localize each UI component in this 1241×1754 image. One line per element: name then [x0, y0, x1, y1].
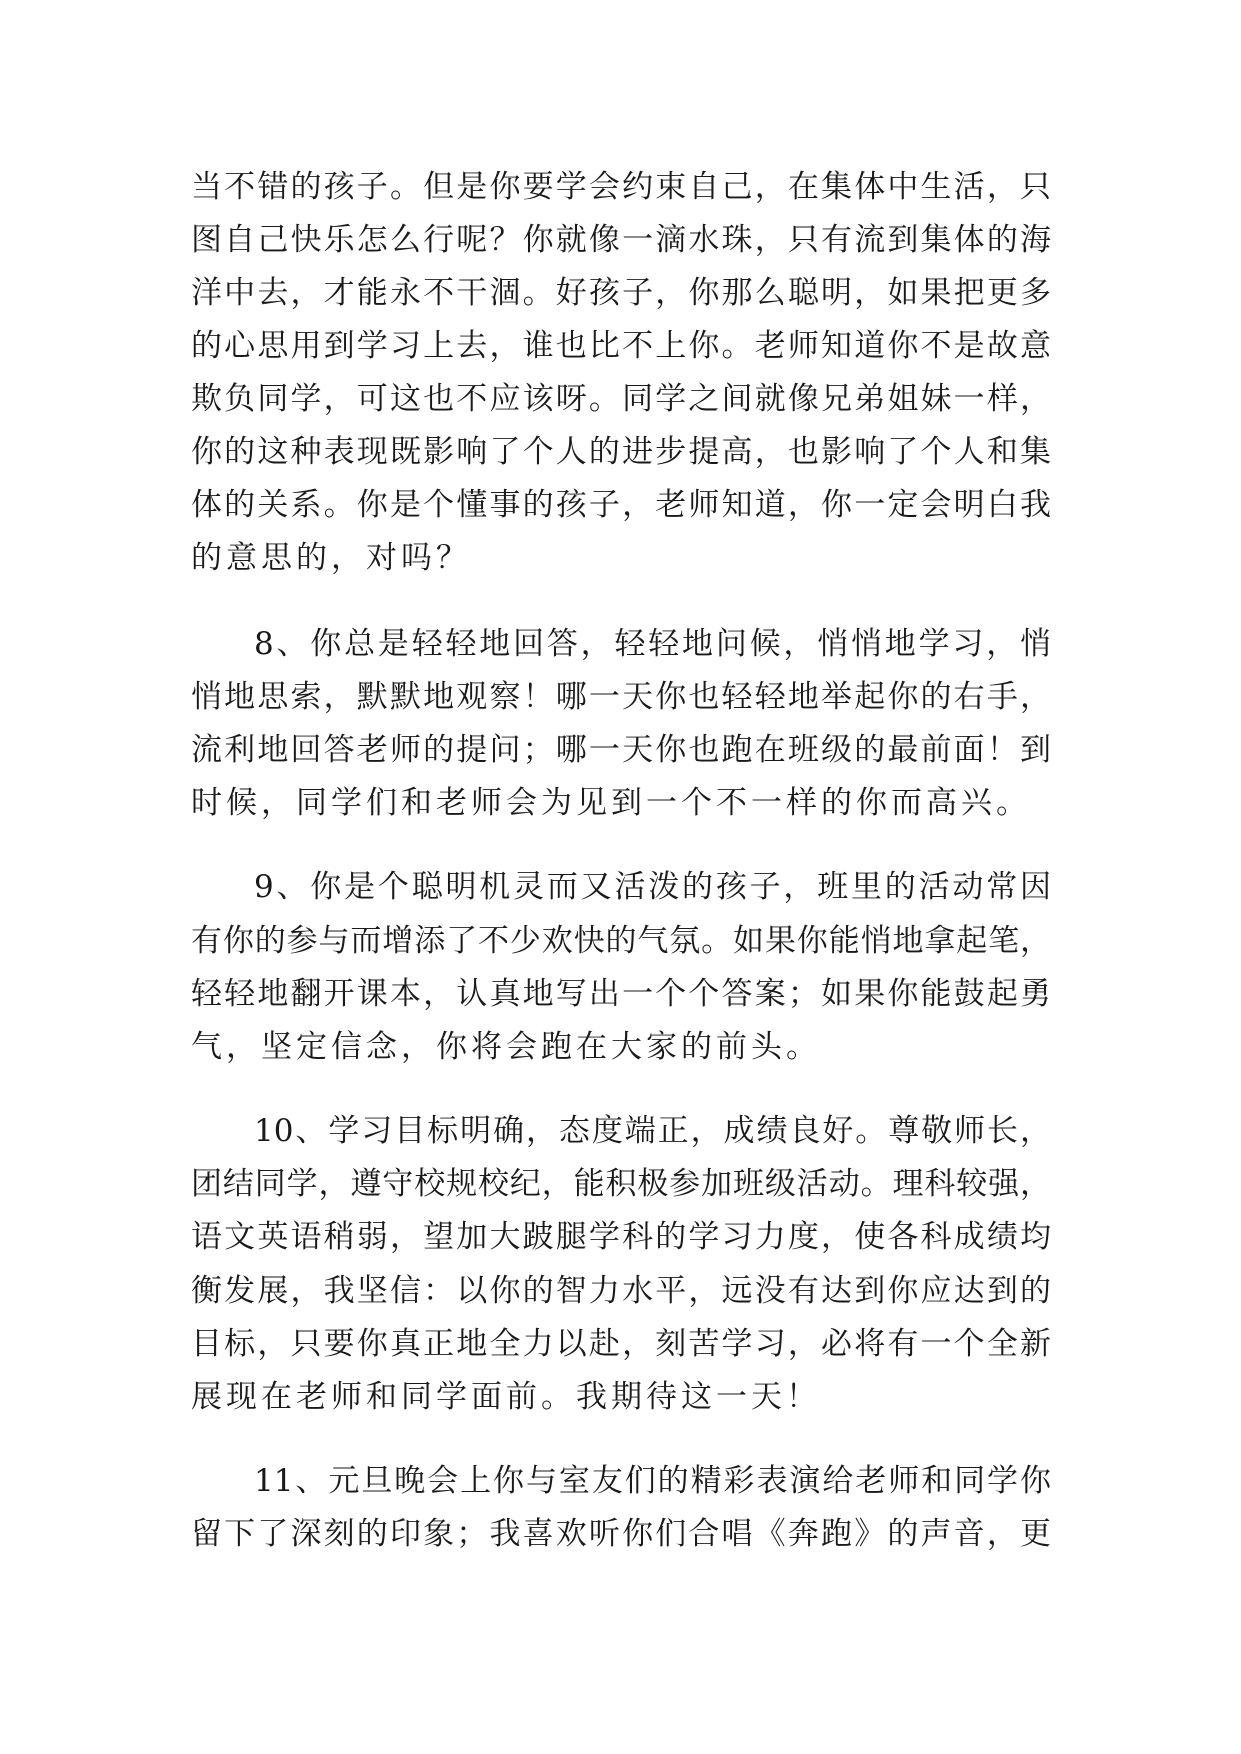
paragraph-start-line: 10、学习目标明确，态度端正，成绩良好。尊敬师长， — [254, 1113, 1051, 1149]
text-line: 留下了深刻的印象；我喜欢听你们合唱《奔跑》的声音，更 — [191, 1516, 1051, 1552]
text-line: 团结同学，遵守校规校纪，能积极参加班级活动。理科较强， — [191, 1166, 1051, 1202]
paragraph-start-line: 11、元旦晚会上你与室友们的精彩表演给老师和同学你 — [254, 1463, 1051, 1499]
text-line: 当不错的孩子。但是你要学会约束自己，在集体中生活，只 — [191, 169, 1051, 205]
text-line: 流利地回答老师的提问；哪一天你也跑在班级的最前面！到 — [191, 732, 1051, 768]
text-line: 语文英语稍弱，望加大跛腿学科的学习力度，使各科成绩均 — [191, 1219, 1051, 1255]
text-line: 的心思用到学习上去，谁也比不上你。老师知道你不是故意 — [191, 328, 1051, 364]
text-line: 时候，同学们和老师会为见到一个不一样的你而高兴。 — [191, 785, 1031, 821]
text-line: 目标，只要你真正地全力以赴，刻苦学习，必将有一个全新 — [191, 1326, 1051, 1362]
text-line: 展现在老师和同学面前。我期待这一天！ — [191, 1379, 821, 1415]
text-line: 洋中去，才能永不干涸。好孩子，你那么聪明，如果把更多 — [191, 275, 1051, 311]
text-line: 欺负同学，可这也不应该呀。同学之间就像兄弟姐妹一样， — [191, 381, 1051, 417]
paragraph-start-line: 9、你是个聪明机灵而又活泼的孩子，班里的活动常因 — [254, 869, 1051, 905]
text-line: 你的这种表现既影响了个人的进步提高，也影响了个人和集 — [191, 434, 1051, 470]
text-line: 轻轻地翻开课本，认真地写出一个个答案；如果你能鼓起勇 — [191, 976, 1051, 1012]
text-line: 体的关系。你是个懂事的孩子，老师知道，你一定会明白我 — [191, 487, 1051, 523]
text-line: 图自己快乐怎么行呢？你就像一滴水珠，只有流到集体的海 — [191, 222, 1051, 258]
paragraph-start-line: 8、你总是轻轻地回答，轻轻地问候，悄悄地学习，悄 — [254, 626, 1051, 662]
text-line: 的意思的，对吗？ — [191, 540, 471, 576]
text-line: 衡发展，我坚信：以你的智力水平，远没有达到你应达到的 — [191, 1273, 1051, 1309]
text-line: 悄地思索，默默地观察！哪一天你也轻轻地举起你的右手， — [191, 679, 1051, 715]
text-line: 有你的参与而增添了不少欢快的气氛。如果你能悄地拿起笔， — [191, 923, 1051, 959]
text-line: 气，坚定信念，你将会跑在大家的前头。 — [191, 1029, 821, 1065]
